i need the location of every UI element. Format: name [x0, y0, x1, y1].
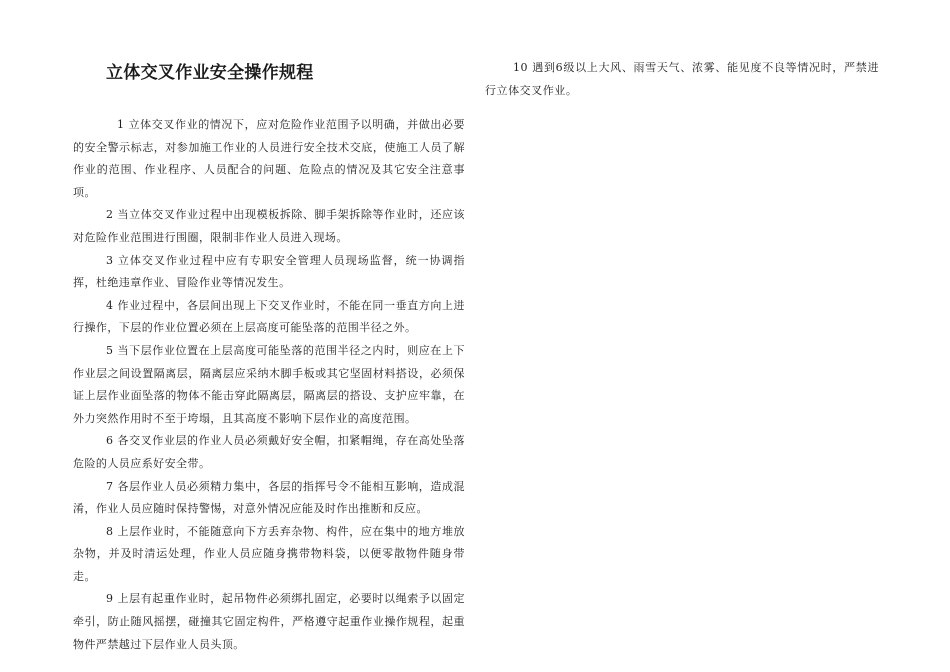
document-title: 立体交叉作业安全操作规程 [106, 63, 314, 83]
paragraph-10: 10 遇到6级以上大风、雨雪天气、浓雾、能见度不良等情况时，严禁进行立体交叉作业。 [485, 61, 879, 97]
paragraph-8: 8 上层作业时，不能随意向下方丢弃杂物、构件，应在集中的地方堆放杂物，并及时清运处理，作业人员应随身携带物料袋，以便零散物件随身带走。 [73, 524, 465, 583]
paragraph-3: 3 立体交叉作业过程中应有专职安全管理人员现场监督，统一协调指挥，杜绝违章作业、冒险作业等情况发生。 [73, 253, 465, 290]
right-column [485, 57, 879, 102]
paragraph-1: 1 立体交叉作业的情况下，应对危险作业范围予以明确，并做出必要的安全警示标志，对参加施工作业的人员进行安全技术交底，使施工人员了解作业的范围、作业程序、人员配合的问题、危险点的情况及其它安全注意事项。 [73, 118, 465, 199]
paragraph-4: 4 作业过程中，各层间出现上下交叉作业时，不能在同一垂直方向上进行操作，下层的作业位置必须在上层高度可能坠落的范围半径之外。 [73, 298, 465, 335]
paragraph-7: 7 各层作业人员必须精力集中，各层的指挥号令不能相互影响，造成混淆，作业人员应随时保持警惕，对意外情况应能及时作出推断和反应。 [73, 479, 465, 516]
left-column [73, 114, 465, 656]
paragraph-2: 2 当立体交叉作业过程中出现模板拆除、脚手架拆除等作业时，还应该对危险作业范围进行围圈，限制非作业人员进入现场。 [73, 208, 465, 244]
paragraph-6: 6 各交叉作业层的作业人员必须戴好安全帽，扣紧帽绳，存在高处坠落危险的人员应系好安全带。 [73, 434, 465, 470]
paragraph-9: 9 上层有起重作业时，起吊物件必须绑扎固定，必要时以绳索予以固定牵引，防止随风摇摆，碰撞其它固定构件，严格遵守起重作业操作规程，起重物件严禁越过下层作业人员头顶。 [73, 592, 465, 651]
paragraph-5: 5 当下层作业位置在上层高度可能坠落的范围半径之内时，则应在上下作业层之间设置隔离层，隔离层应采纳木脚手板或其它坚固材料搭设，必须保证上层作业面坠落的物体不能击穿此隔离层，隔离层的搭设、支护应牢靠，在外力突然作用时不至于垮塌，且其高度不影响下层作业的高度范围。 [73, 343, 465, 425]
